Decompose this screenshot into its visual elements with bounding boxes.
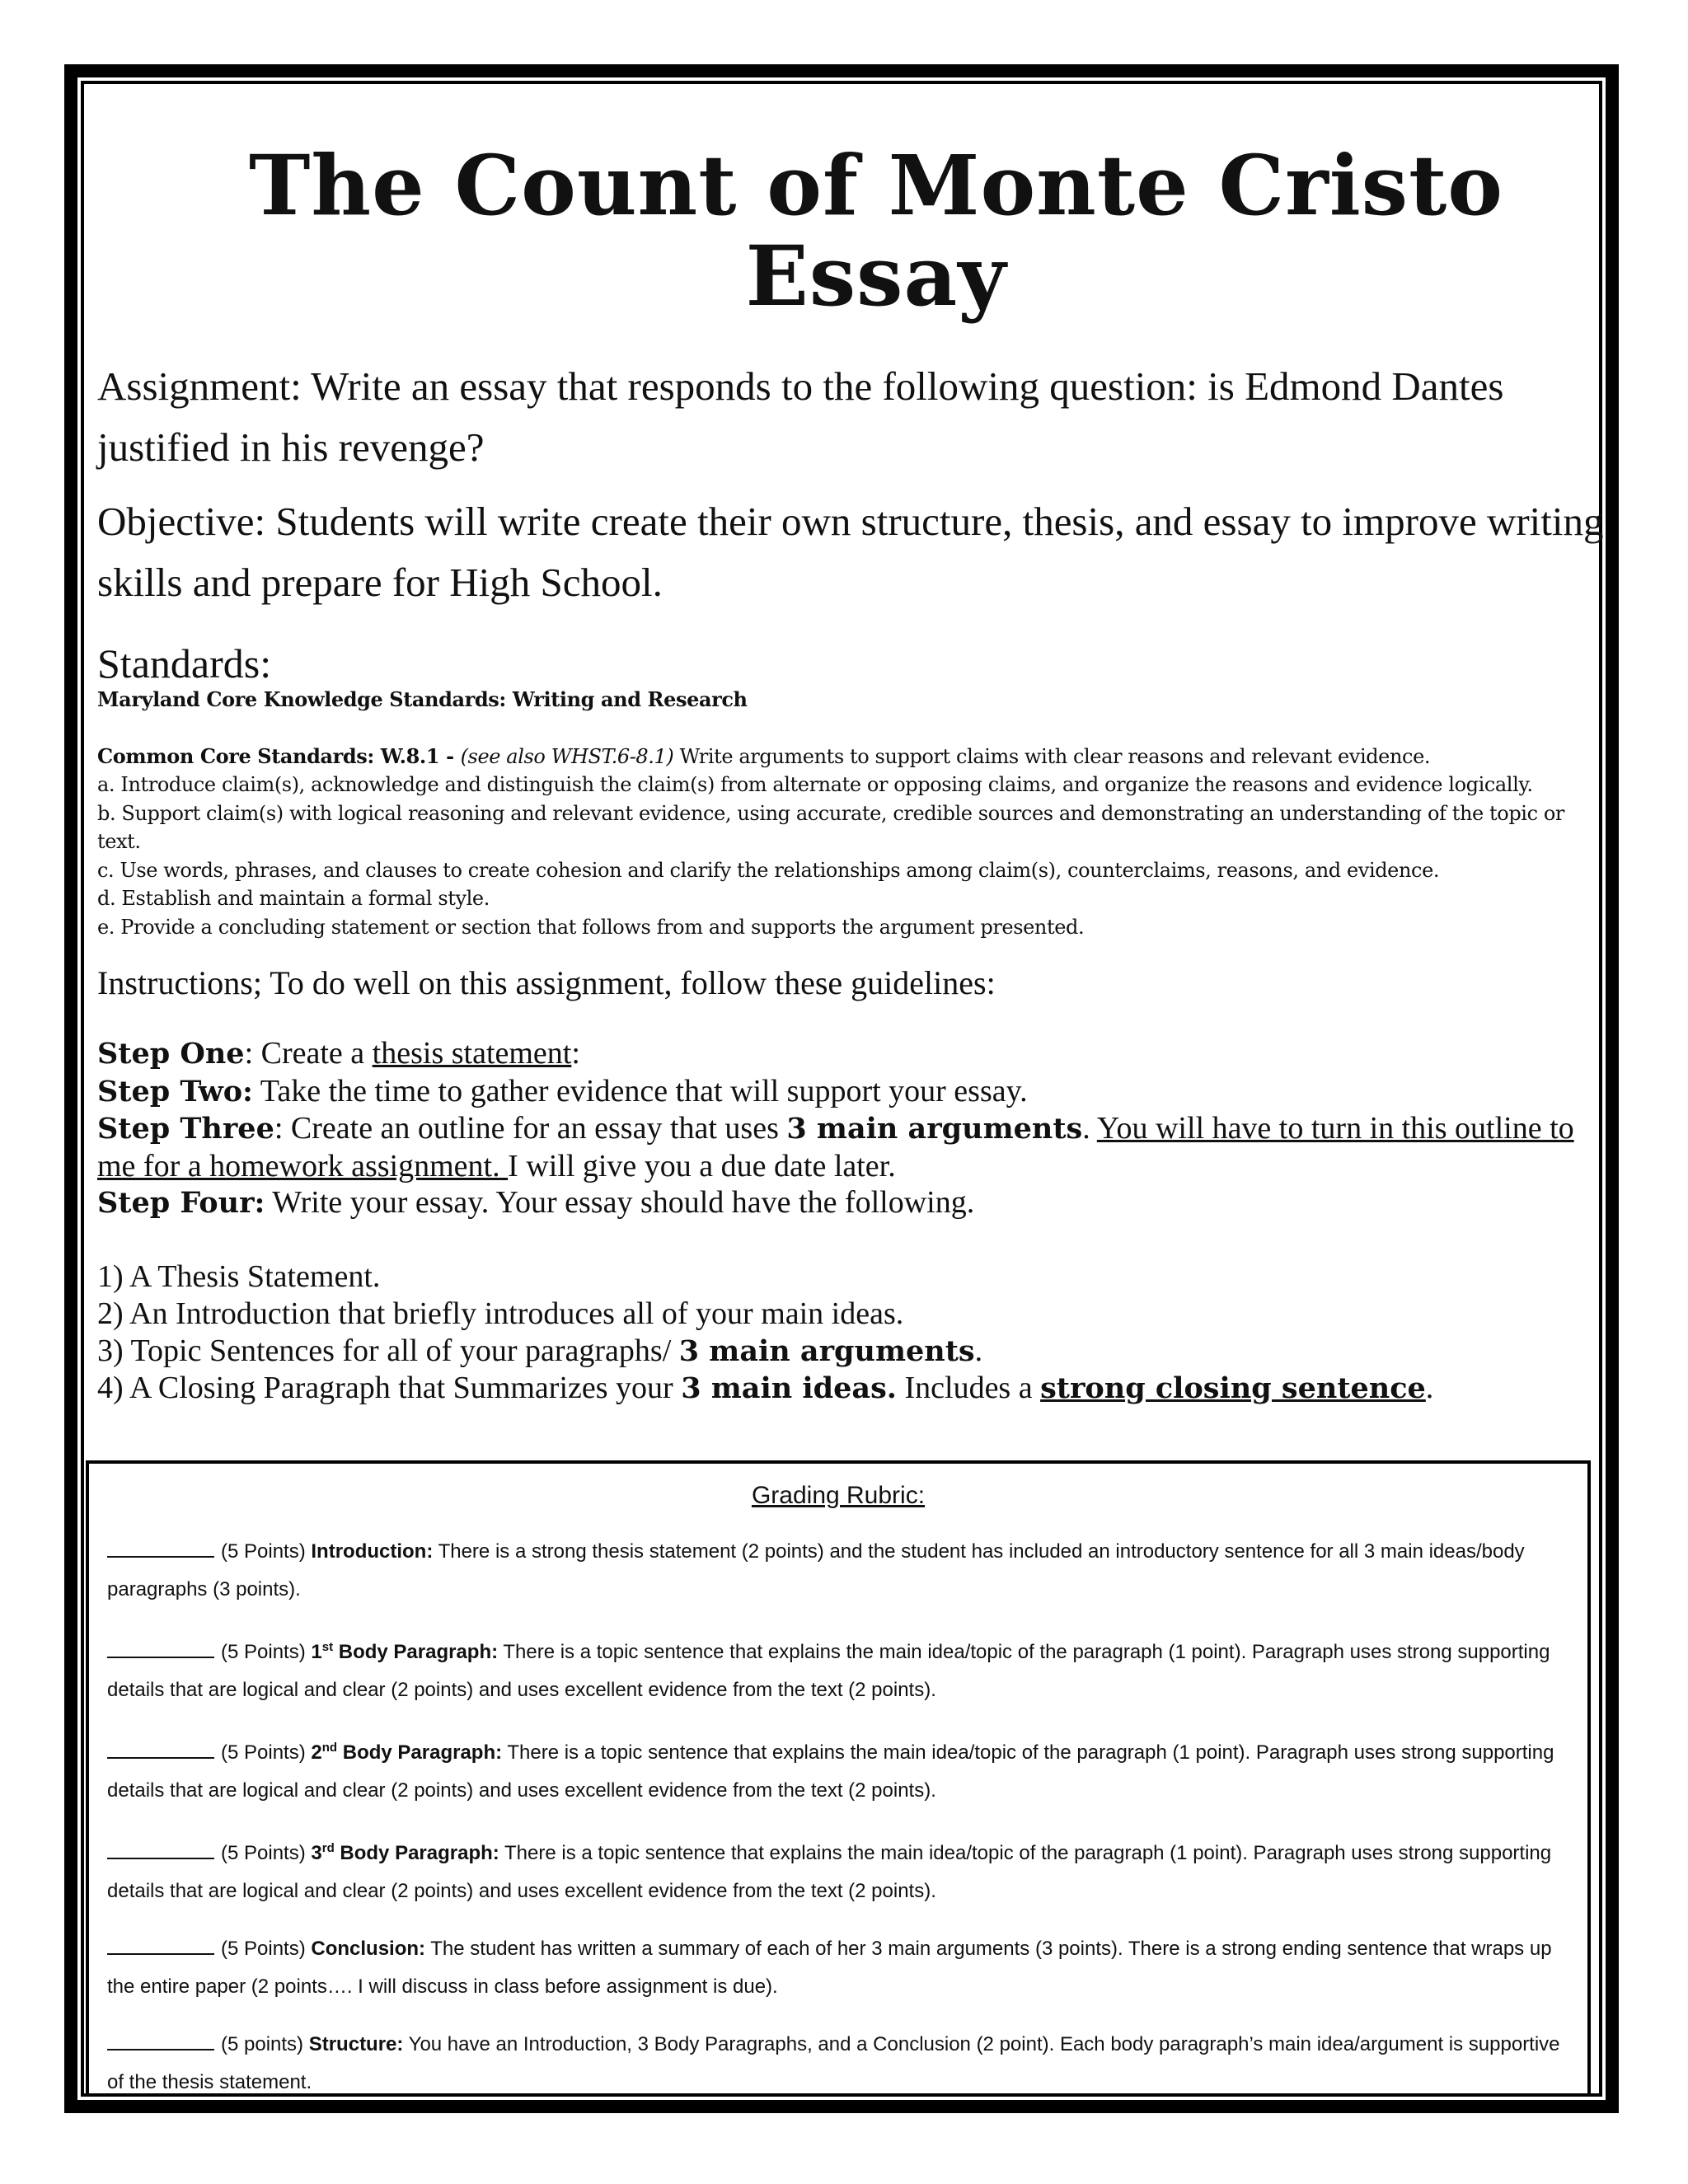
rubric-item-conclusion: (5 Points) Conclusion: The student has written a summary of each of her 3 main arguments (3 points). There is a strong ending sentence that wraps up the entire paper (2 points…. I will discuss in class before assignment is due). — [107, 1930, 1571, 2006]
common-core-standard — [97, 743, 1606, 771]
step-one: Step One: Create a thesis statement: — [97, 1036, 580, 1071]
standard-item-e: e. Provide a concluding statement or section that follows from and supports the argument presented. — [97, 915, 1085, 939]
requirements-list — [97, 1258, 1606, 1407]
common-core-text: Write arguments to support claims with clear reasons and relevant evidence. — [673, 744, 1431, 768]
score-blank[interactable] — [107, 1739, 214, 1759]
requirement-2: 2) An Introduction that briefly introduces all of your main ideas. — [97, 1296, 904, 1331]
standard-item-b: b. Support claim(s) with logical reasoning and relevant evidence, using accurate, credible sources and demonstrating an understanding of the topic or text. — [97, 801, 1564, 853]
rubric-item-introduction: (5 Points) Introduction: There is a strong thesis statement (2 points) and the student has included an introductory sentence for all 3 main ideas/body paragraphs (3 points). — [107, 1533, 1571, 1609]
step-four: Step Four: Write your essay. Your essay should have the following. — [97, 1185, 975, 1220]
score-blank[interactable] — [107, 1538, 214, 1558]
instructions-heading: Instructions; To do well on this assignment, follow these guidelines: — [97, 964, 996, 1001]
steps-list — [97, 1035, 1606, 1222]
score-blank[interactable] — [107, 1935, 214, 1955]
objective-text: Objective: Students will write create their own structure, thesis, and essay to improve writing skills and prepare for High School. — [97, 499, 1604, 605]
score-blank[interactable] — [107, 1638, 214, 1658]
requirement-3: 3) Topic Sentences for all of your paragraphs/ 3 main arguments. — [97, 1333, 983, 1368]
standard-item-c: c. Use words, phrases, and clauses to create cohesion and clarify the relationships among claim(s), counterclaims, reasons, and evidence. — [97, 858, 1440, 882]
common-core-ref: (see also WHST.6-8.1) — [460, 744, 674, 768]
standard-item-a: a. Introduce claim(s), acknowledge and distinguish the claim(s) from alternate or opposing claims, and organize the reasons and evidence logically. — [97, 773, 1533, 796]
rubric-item-body-3: (5 Points) 3rd Body Paragraph: There is a topic sentence that explains the main idea/topic of the paragraph (1 point). Paragraph uses strong supporting details that are logical and clear (2 points) and uses excellent evidence from the text (2 points). — [107, 1841, 1552, 1902]
step-three: Step Three: Create an outline for an essay that uses 3 main arguments. You will have to turn in this outline to me for a homework assignment. I will give you a due date later. — [97, 1111, 1574, 1183]
score-blank[interactable] — [107, 1840, 214, 1859]
requirement-1: 1) A Thesis Statement. — [97, 1258, 381, 1294]
standards-heading: Standards: — [97, 640, 272, 687]
step-two: Step Two: Take the time to gather evidence that will support your essay. — [97, 1073, 1028, 1108]
assignment-text: Assignment: Write an essay that responds to the following question: is Edmond Dantes justified in his revenge? — [97, 363, 1504, 470]
rubric-item-body-2: (5 Points) 2nd Body Paragraph: There is a topic sentence that explains the main idea/topic of the paragraph (1 point). Paragraph uses strong supporting details that are logical and clear (2 points) and uses excellent evidence from the text (2 points). — [107, 1741, 1554, 1802]
maryland-standards: Maryland Core Knowledge Standards: Writing and Research — [97, 687, 748, 711]
rubric-item-body-1: (5 Points) 1st Body Paragraph: There is a topic sentence that explains the main idea/topic of the paragraph (1 point). Paragraph uses strong supporting details that are logical and clear (2 points) and uses excellent evidence from the text (2 points). — [107, 1640, 1550, 1701]
rubric-title: Grading Rubric: — [751, 1482, 926, 1509]
page-title: The Count of Monte Cristo Essay — [249, 137, 1503, 325]
common-core-label: Common Core Standards: W.8.1 - — [97, 743, 461, 768]
document-body — [97, 137, 1606, 1407]
grading-rubric — [86, 1460, 1591, 2097]
standard-item-d: d. Establish and maintain a formal style. — [97, 887, 490, 910]
rubric-item-structure: (5 points) Structure: You have an Introduction, 3 Body Paragraphs, and a Conclusion (2 point). Each body paragraph’s main idea/argument is supportive of the thesis statement. — [107, 2026, 1571, 2097]
score-blank[interactable] — [107, 2031, 214, 2050]
requirement-4: 4) A Closing Paragraph that Summarizes your 3 main ideas. Includes a strong closing sentence. — [97, 1370, 1434, 1405]
